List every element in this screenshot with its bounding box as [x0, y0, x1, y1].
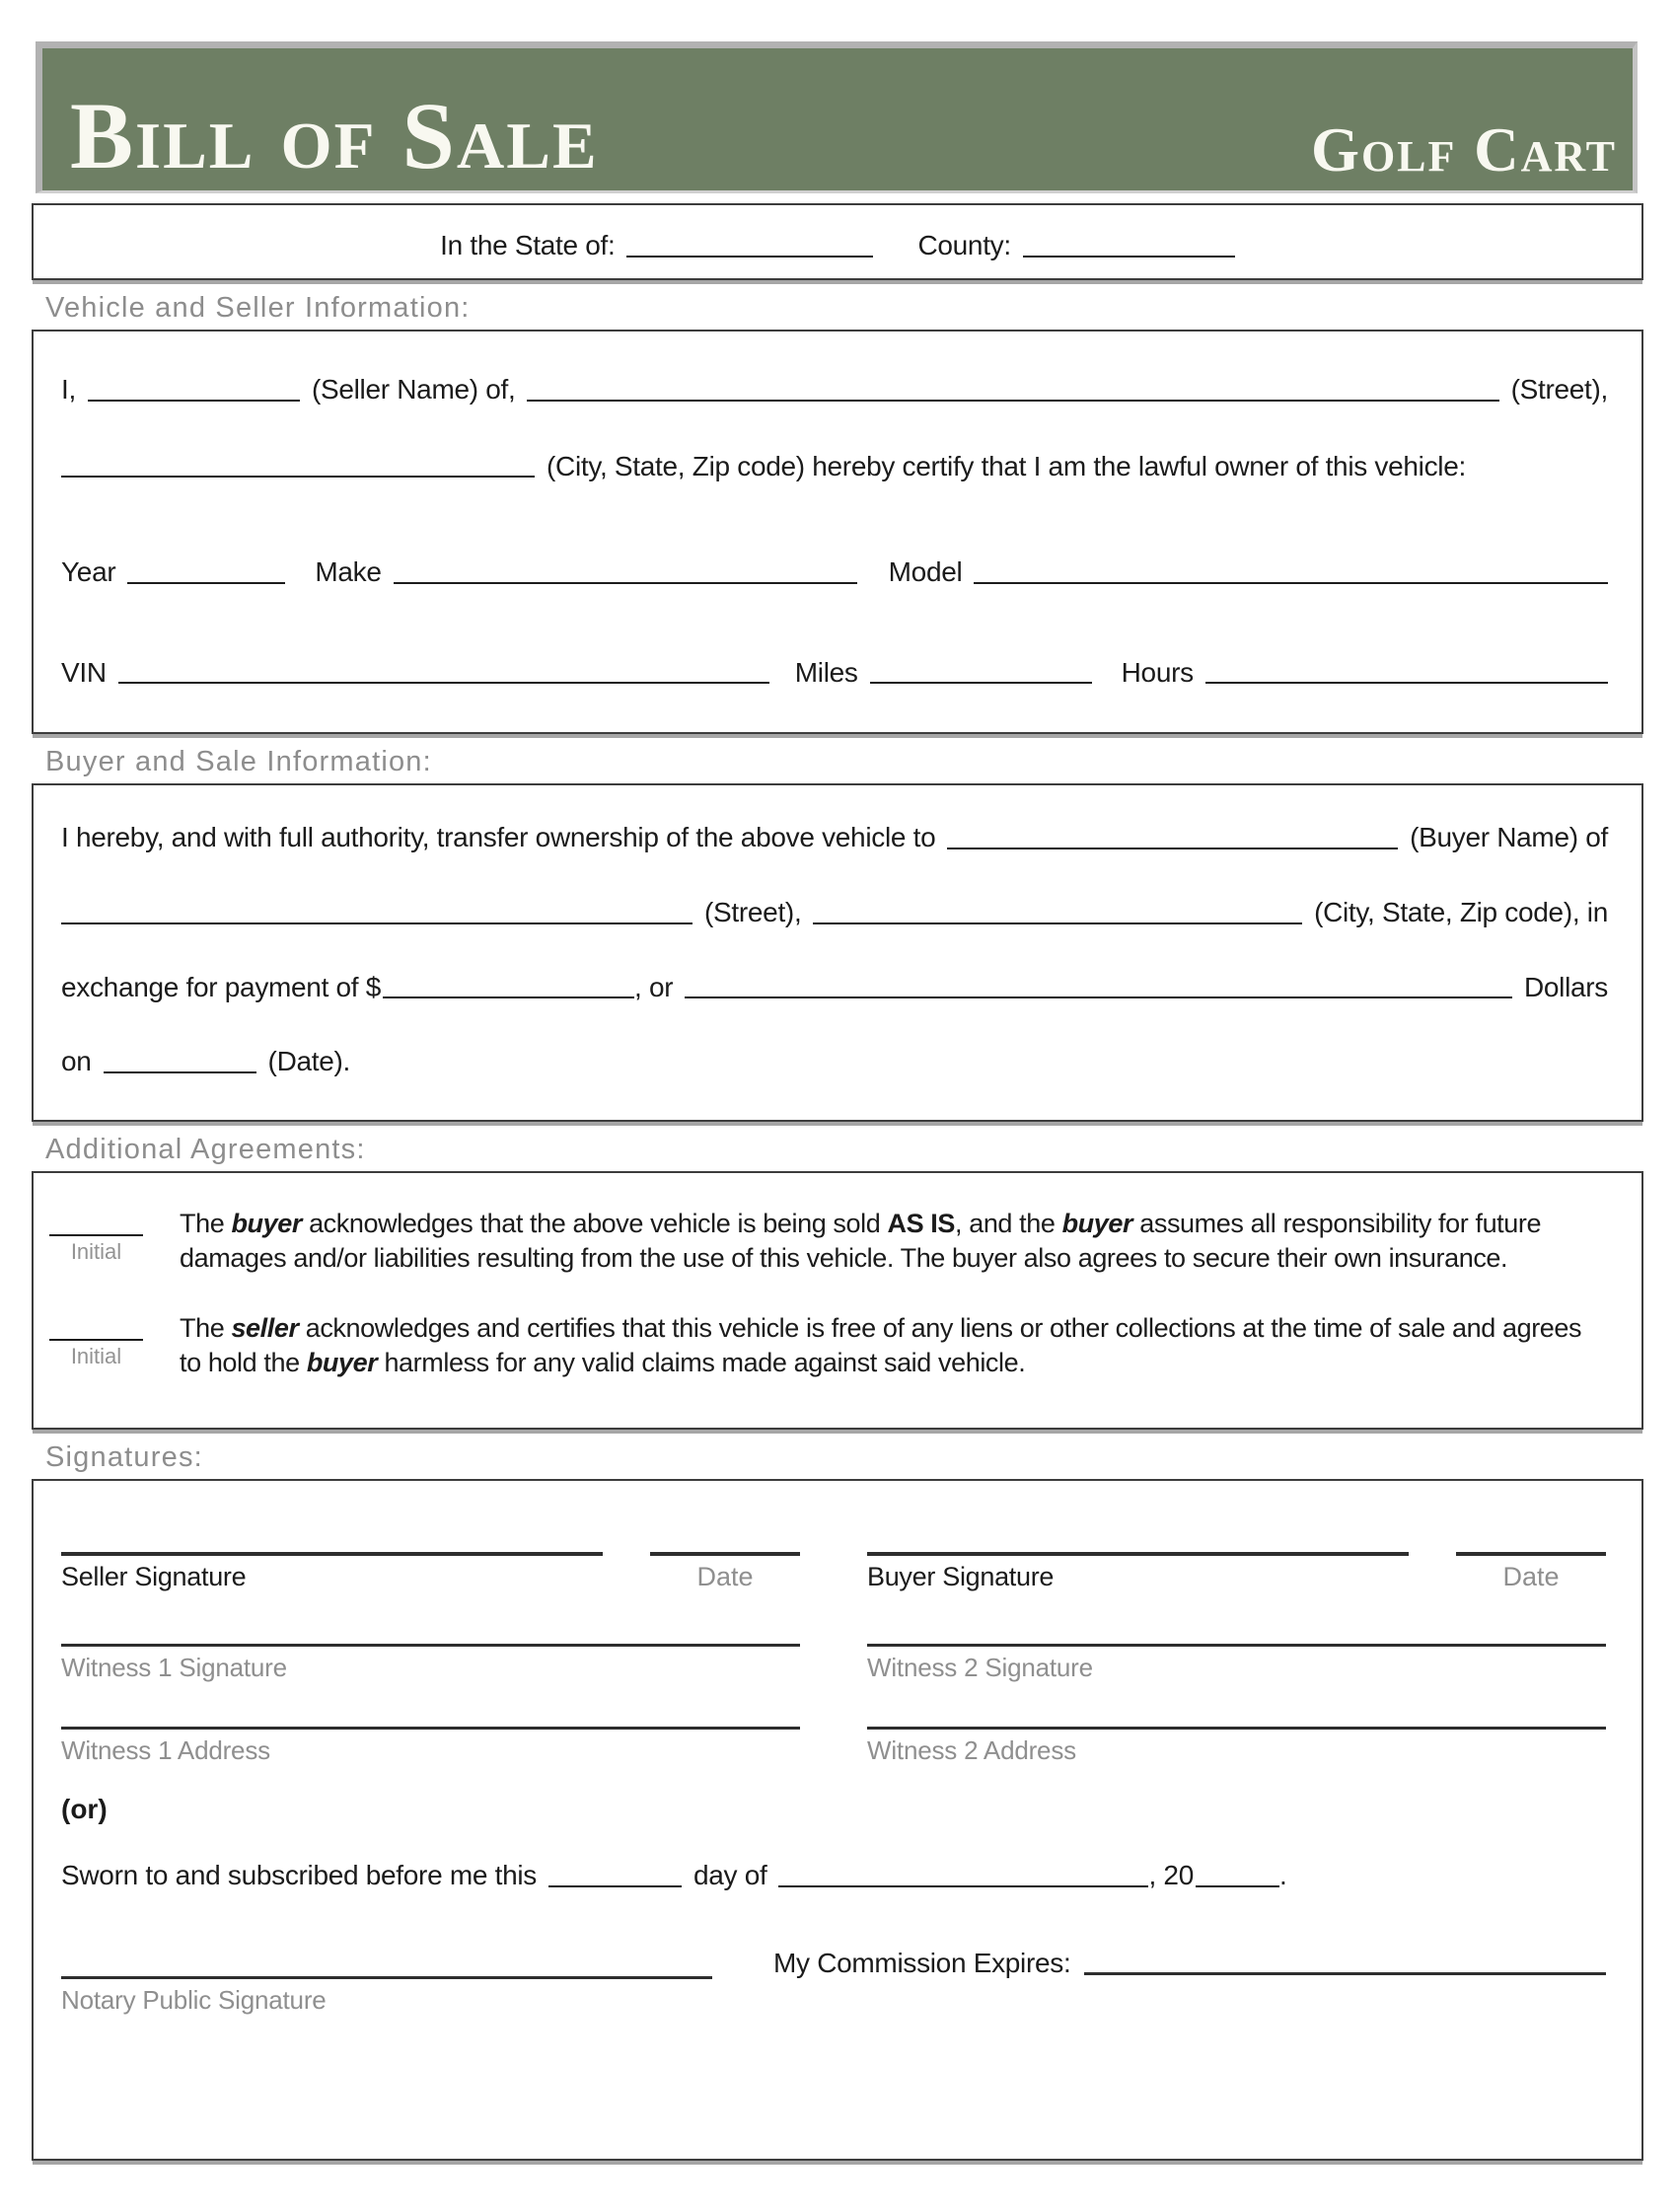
model-blank	[974, 582, 1608, 584]
agreement-as-is-text: The buyer acknowledges that the above vehicle is being sold AS IS, and the buyer assumes all responsibility for future damages and/or liabilities resulting from the use of this vehicle. The buyer also agrees to secure their own insurance.	[180, 1208, 1542, 1273]
sale-date-blank	[104, 1071, 256, 1073]
year-label: Year	[61, 556, 116, 588]
witness2-signature-col	[867, 1644, 1606, 1683]
sworn-prefix-text: Sworn to and subscribed before me this	[61, 1860, 537, 1891]
buyer-city-blank	[813, 922, 1302, 924]
agreement-as-is	[49, 1207, 1608, 1276]
seller-signature-line	[61, 1552, 603, 1556]
witness-address-row	[61, 1727, 1606, 1766]
sworn-day-of-text: day of	[693, 1860, 767, 1891]
section-label-additional-agreements: Additional Agreements:	[45, 1133, 366, 1165]
payment-amount-blank	[383, 996, 634, 998]
initial-label: Initial	[70, 1238, 122, 1264]
section-label-buyer-sale: Buyer and Sale Information:	[45, 746, 432, 778]
buyer-date-line	[1456, 1552, 1606, 1556]
seller-name-label: (Seller Name) of,	[311, 374, 516, 405]
notary-commission-row	[61, 1948, 1606, 1979]
make-label: Make	[315, 556, 382, 588]
state-county-line	[440, 229, 1235, 262]
buyer-signature-line	[867, 1552, 1409, 1556]
additional-agreements-box	[32, 1171, 1643, 1430]
buyer-street-blank	[61, 922, 693, 924]
witness-signature-row	[61, 1644, 1606, 1683]
witness1-address-line	[61, 1727, 800, 1730]
payment-words-blank	[685, 996, 1512, 998]
initial-blank	[49, 1339, 143, 1341]
miles-blank	[870, 682, 1092, 684]
seller-signature-label: Seller Signature	[61, 1562, 247, 1592]
buyer-name-line	[61, 821, 1608, 854]
seller-name-line	[61, 373, 1608, 406]
hours-blank	[1205, 682, 1608, 684]
model-label: Model	[888, 556, 963, 588]
state-blank	[626, 256, 873, 258]
buyer-signature-label: Buyer Signature	[867, 1562, 1055, 1592]
state-county-box	[32, 203, 1643, 280]
payment-line	[61, 971, 1608, 1004]
witness2-signature-line	[867, 1644, 1606, 1647]
witness1-address-col	[61, 1727, 800, 1766]
witness1-address-label: Witness 1 Address	[61, 1735, 270, 1766]
buyer-date-label: Date	[1502, 1562, 1560, 1592]
signature-date-row	[61, 1552, 1606, 1592]
seller-date-line	[650, 1552, 800, 1556]
notary-sworn-line	[61, 1859, 1606, 1892]
seller-city-label: (City, State, Zip code) hereby certify that I am the lawful owner of this vehicle:	[547, 450, 1466, 481]
witness1-signature-line	[61, 1644, 800, 1647]
vin-label: VIN	[61, 656, 107, 688]
state-label: In the State of:	[440, 230, 616, 261]
sworn-period-text: .	[1278, 1860, 1287, 1891]
vin-miles-hours-line	[61, 656, 1608, 690]
hours-label: Hours	[1121, 656, 1194, 688]
header-banner	[36, 41, 1638, 193]
agreement-liens-text: The seller acknowledges and certifies that this vehicle is free of any liens or other collections at the time of sale and agrees to hold the buyer harmless for any valid claims made against said vehicle.	[180, 1312, 1582, 1378]
sworn-20-text: , 20	[1148, 1860, 1194, 1891]
witness2-address-label: Witness 2 Address	[867, 1735, 1076, 1766]
witness2-address-line	[867, 1727, 1606, 1730]
notary-signature-line	[61, 1976, 712, 1979]
seller-street-label: (Street),	[1510, 374, 1608, 405]
buyer-city-label: (City, State, Zip code), in	[1314, 896, 1608, 927]
or-label: (or)	[61, 1794, 108, 1825]
witness2-signature-label: Witness 2 Signature	[867, 1653, 1093, 1683]
sworn-day-blank	[548, 1885, 682, 1887]
date-paren-label: (Date).	[267, 1046, 351, 1077]
seller-date-label: Date	[696, 1562, 754, 1592]
doc-title: Bill of Sale	[70, 83, 599, 189]
doc-subtitle: Golf Cart	[1310, 114, 1617, 184]
witness1-signature-label: Witness 1 Signature	[61, 1653, 287, 1683]
seller-i-label: I,	[61, 374, 76, 405]
vehicle-seller-box	[32, 330, 1643, 734]
seller-signature-col	[61, 1552, 800, 1592]
sworn-year-blank	[1196, 1885, 1279, 1887]
seller-city-line	[61, 450, 1608, 483]
or-label: , or	[634, 971, 674, 1002]
witness1-signature-col	[61, 1644, 800, 1683]
buyer-street-label: (Street),	[704, 896, 802, 927]
seller-street-blank	[527, 400, 1498, 402]
buyer-signature-col	[867, 1552, 1606, 1592]
miles-label: Miles	[794, 656, 858, 688]
county-blank	[1023, 256, 1235, 258]
year-blank	[127, 582, 285, 584]
notary-signature-label: Notary Public Signature	[61, 1984, 327, 2015]
commission-expires-blank	[1084, 1972, 1606, 1975]
buyer-sale-box	[32, 783, 1643, 1121]
section-label-vehicle-seller: Vehicle and Seller Information:	[45, 292, 471, 324]
seller-city-blank	[61, 476, 535, 478]
seller-name-blank	[88, 400, 300, 402]
initial-column	[49, 1311, 180, 1380]
initial-blank	[49, 1234, 143, 1236]
witness2-address-col	[867, 1727, 1606, 1766]
vin-blank	[118, 682, 769, 684]
buyer-name-blank	[947, 848, 1398, 849]
section-label-signatures: Signatures:	[45, 1441, 203, 1474]
sale-date-line	[61, 1045, 1608, 1078]
dollars-label: Dollars	[1523, 971, 1608, 1002]
on-label: on	[61, 1046, 92, 1077]
payment-label: exchange for payment of $	[61, 971, 382, 1002]
initial-column	[49, 1207, 180, 1276]
buyer-name-label: (Buyer Name) of	[1410, 822, 1608, 853]
agreement-liens	[49, 1311, 1608, 1380]
sworn-month-blank	[778, 1885, 1148, 1887]
buyer-address-line	[61, 896, 1608, 929]
signatures-box	[32, 1479, 1643, 2161]
commission-expires-label: My Commission Expires:	[773, 1947, 1071, 1978]
county-label: County:	[917, 230, 1011, 261]
make-blank	[394, 582, 857, 584]
transfer-text: I hereby, and with full authority, transfer ownership of the above vehicle to	[61, 822, 936, 853]
year-make-model-line	[61, 555, 1608, 589]
initial-label: Initial	[70, 1343, 122, 1368]
